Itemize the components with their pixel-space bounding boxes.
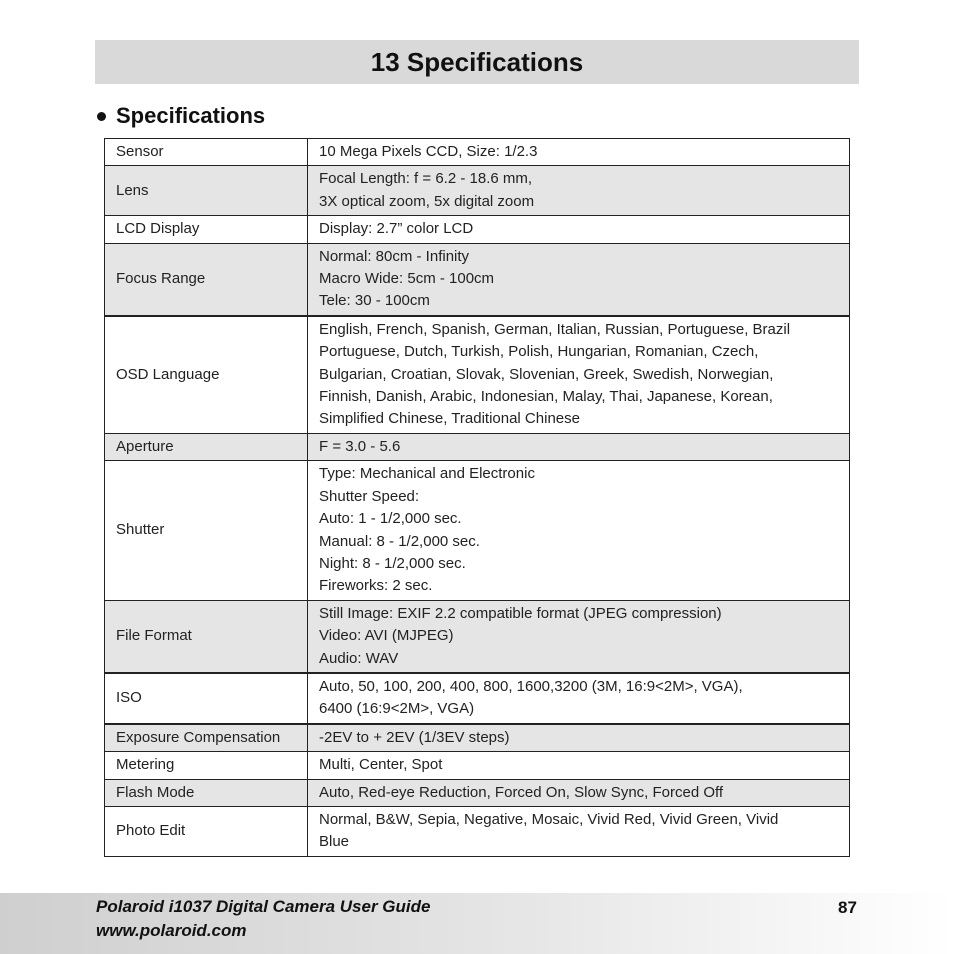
spec-value-line: Macro Wide: 5cm - 100cm [319,270,495,288]
spec-value-line: Fireworks: 2 sec. [319,577,433,595]
spec-label: Aperture [105,433,308,460]
spec-row [105,806,850,856]
spec-value-line: Shutter Speed: [319,487,420,505]
spec-value-line: Portuguese, Dutch, Turkish, Polish, Hungarian, Romanian, Czech, [319,343,759,361]
spec-value [308,433,850,460]
spec-label: Shutter [105,461,308,600]
spec-value-line: Normal: 80cm - Infinity [319,247,470,265]
spec-label: Photo Edit [105,806,308,856]
spec-table-body [105,139,850,857]
spec-value-line: Auto, 50, 100, 200, 400, 800, 1600,3200 (3M, 16:9<2M>, VGA), [319,677,743,695]
spec-value [308,806,850,856]
spec-row [105,216,850,243]
spec-value-line: Still Image: EXIF 2.2 compatible format (JPEG compression) [319,604,722,622]
spec-value-line: English, French, Spanish, German, Italian, Russian, Portuguese, Brazil [319,320,791,338]
spec-value [308,600,850,673]
spec-value-line: Bulgarian, Croatian, Slovak, Slovenian, Greek, Swedish, Norwegian, [319,365,774,383]
chapter-banner [95,40,859,84]
spec-value-line: Display: 2.7” color LCD [319,220,474,238]
spec-value [308,724,850,752]
spec-value [308,461,850,600]
spec-value-line: Tele: 30 - 100cm [319,292,430,310]
spec-row [105,673,850,724]
page-number: 87 [838,898,857,917]
spec-label: Metering [105,752,308,779]
spec-value [308,752,850,779]
spec-value [308,779,850,806]
spec-value [308,139,850,166]
bullet-icon [97,112,106,121]
spec-label: OSD Language [105,316,308,434]
spec-value-line: Auto: 1 - 1/2,000 sec. [319,510,462,528]
spec-row [105,461,850,600]
spec-value-line: Manual: 8 - 1/2,000 sec. [319,532,480,550]
spec-row [105,139,850,166]
spec-label: Sensor [105,139,308,166]
spec-value [308,673,850,724]
spec-label: Flash Mode [105,779,308,806]
spec-value-line: 3X optical zoom, 5x digital zoom [319,192,535,210]
spec-table [104,138,850,857]
spec-value-line: F = 3.0 - 5.6 [319,437,401,455]
spec-row [105,433,850,460]
spec-label: LCD Display [105,216,308,243]
spec-row [105,600,850,673]
chapter-title: 13 Specifications [370,46,584,77]
spec-label: Focus Range [105,243,308,316]
spec-value-line: Type: Mechanical and Electronic [319,465,535,483]
spec-value-line: Focal Length: f = 6.2 - 18.6 mm, [319,170,533,188]
spec-value [308,243,850,316]
spec-value [308,316,850,434]
footer-title: Polaroid i1037 Digital Camera User Guide [96,897,431,916]
spec-value-line: Normal, B&W, Sepia, Negative, Mosaic, Vivid Red, Vivid Green, Vivid [319,810,779,828]
page-footer [0,893,954,954]
spec-row [105,752,850,779]
spec-value [308,166,850,216]
spec-row [105,724,850,752]
spec-row [105,243,850,316]
spec-value-line: Video: AVI (MJPEG) [319,627,454,645]
spec-value-line: Audio: WAV [319,649,399,667]
spec-value-line: 10 Mega Pixels CCD, Size: 1/2.3 [319,143,538,160]
spec-label: ISO [105,673,308,724]
spec-value-line: Simplified Chinese, Traditional Chinese [319,410,580,428]
spec-label: Lens [105,166,308,216]
spec-value-line: Auto, Red-eye Reduction, Forced On, Slow Sync, Forced Off [319,783,724,801]
spec-value-line: -2EV to + 2EV (1/3EV steps) [319,728,510,746]
section-heading [97,103,265,129]
spec-label: Exposure Compensation [105,724,308,752]
section-heading-text: Specifications [116,103,266,128]
spec-value-line: Multi, Center, Spot [319,756,443,774]
spec-value [308,216,850,243]
spec-row [105,316,850,434]
spec-value-line: 6400 (16:9<2M>, VGA) [319,700,475,718]
footer-url: www.polaroid.com [96,921,247,940]
spec-row [105,166,850,216]
spec-label: File Format [105,600,308,673]
spec-row [105,779,850,806]
spec-value-line: Finnish, Danish, Arabic, Indonesian, Malay, Thai, Japanese, Korean, [319,388,773,406]
spec-value-line: Blue [319,833,350,851]
spec-value-line: Night: 8 - 1/2,000 sec. [319,554,466,572]
